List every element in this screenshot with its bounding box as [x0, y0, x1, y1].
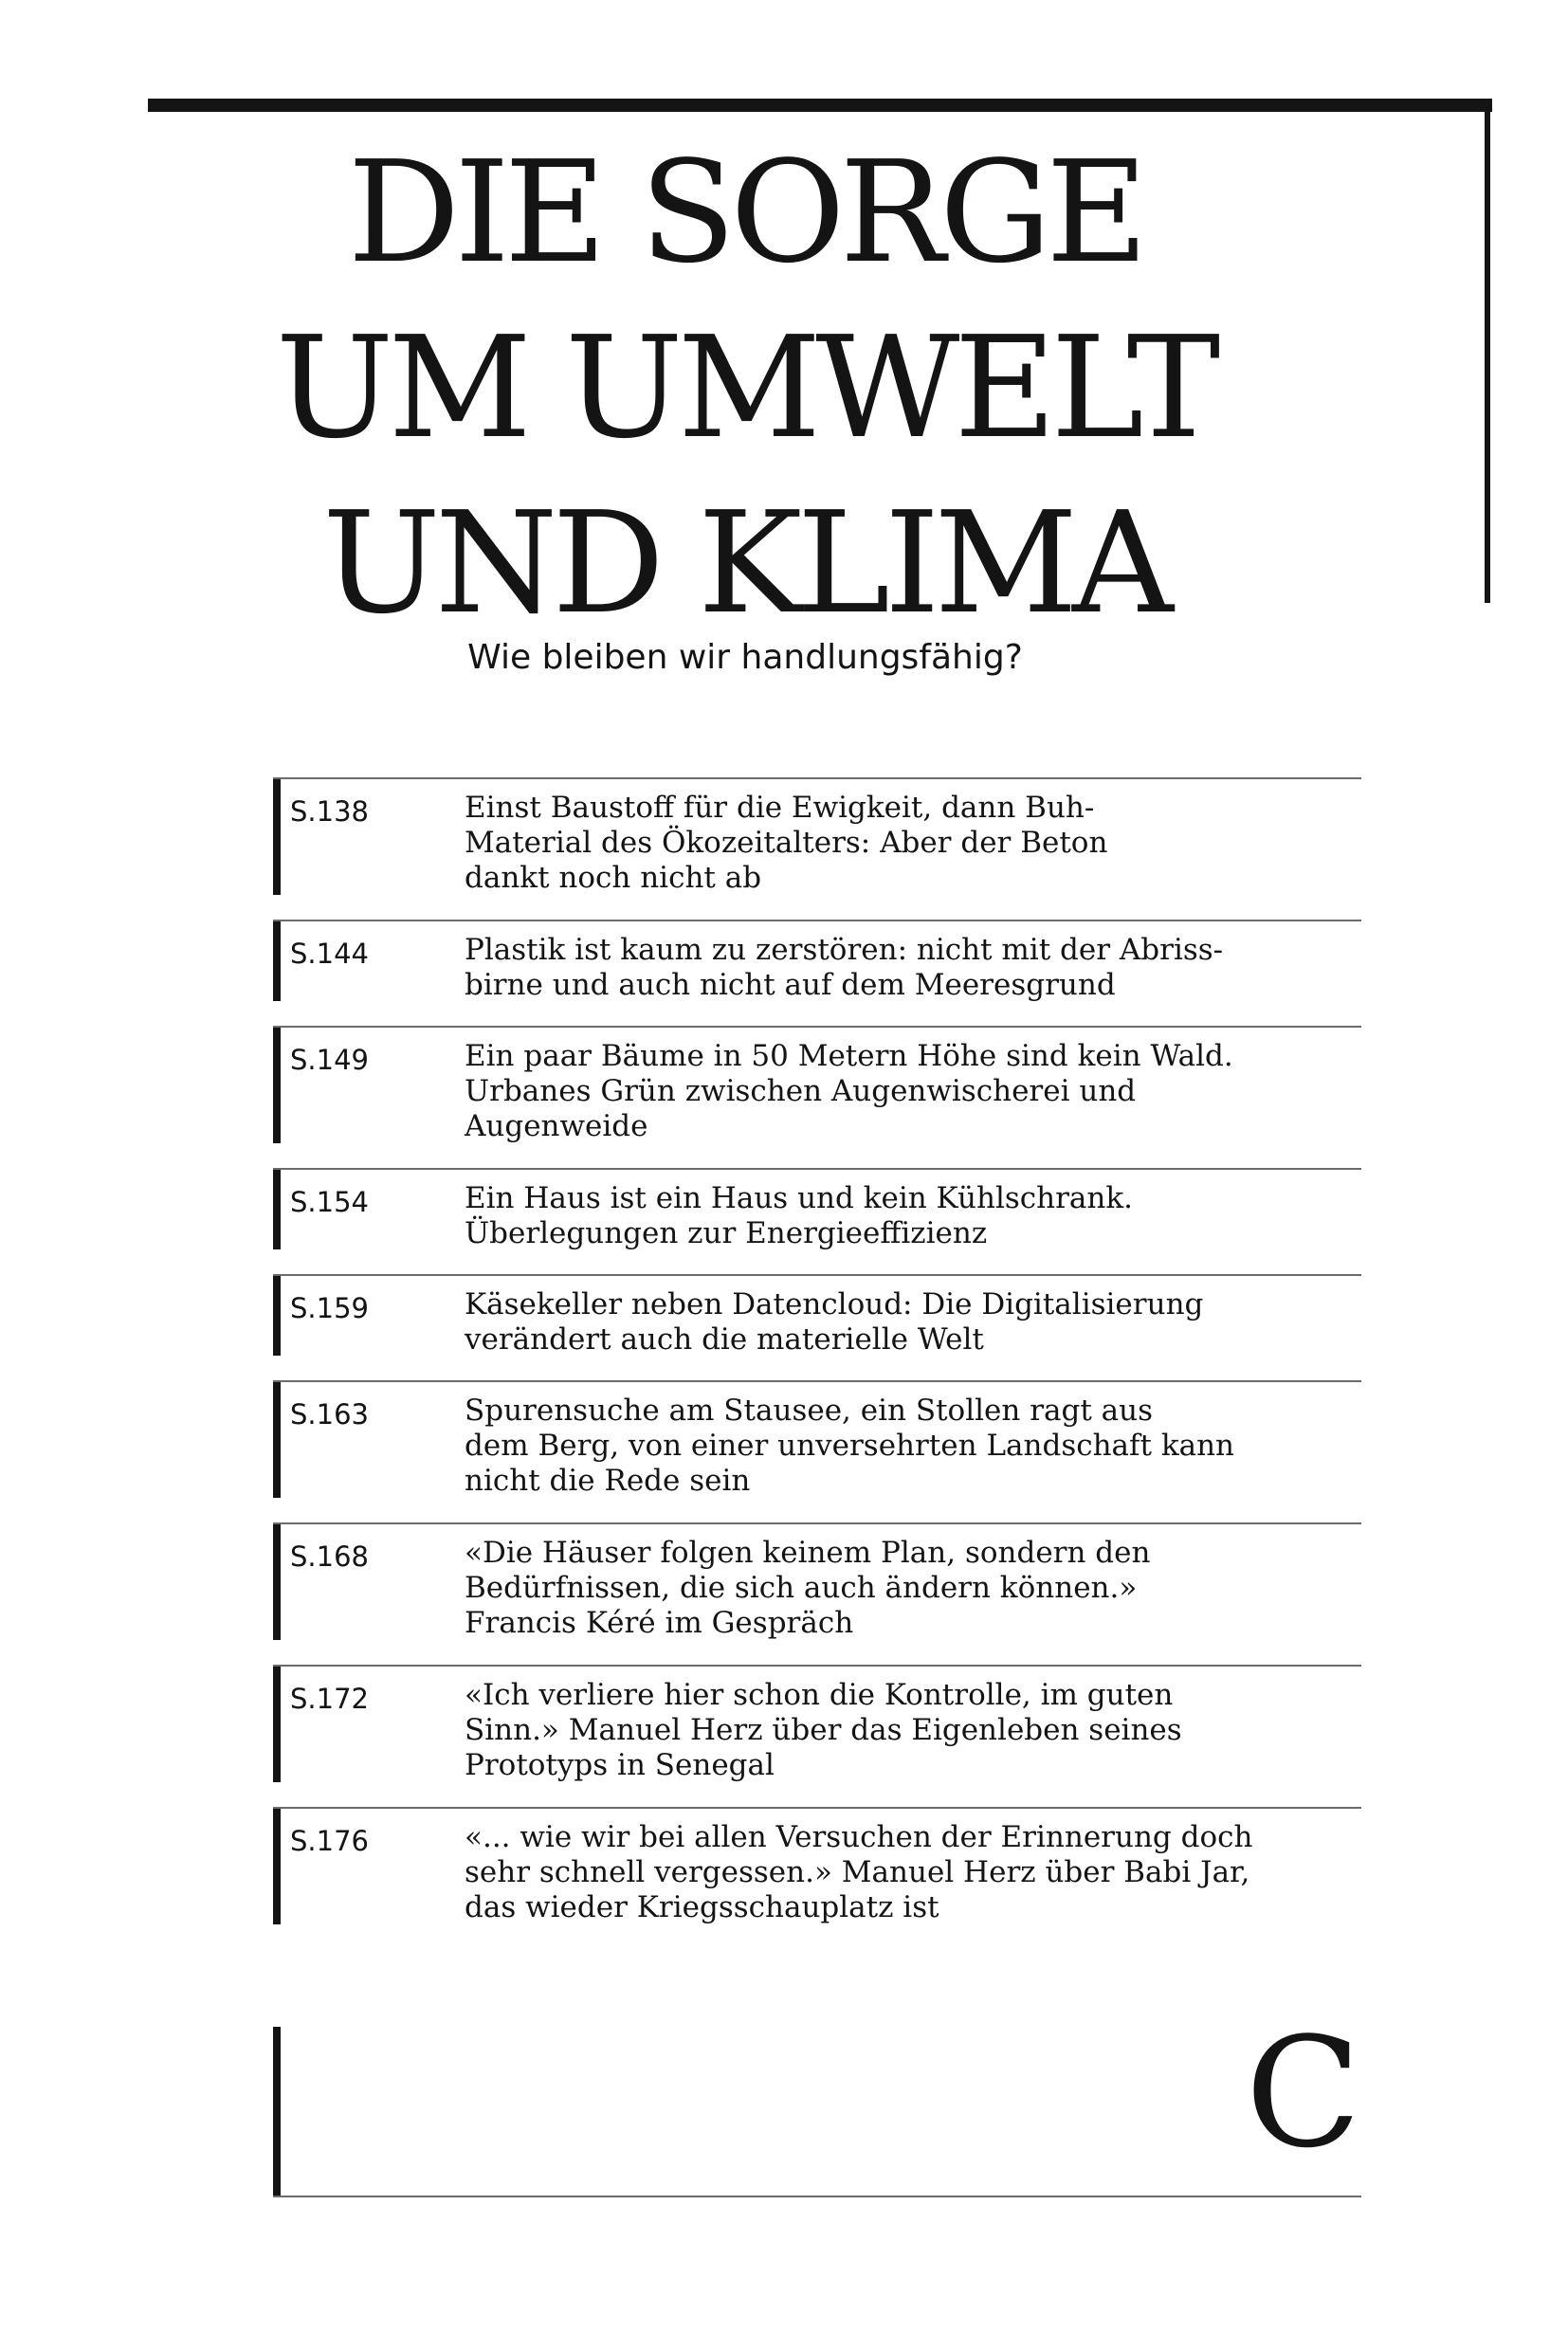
toc-item: [273, 1274, 1361, 1380]
subtitle: Wie bleiben wir handlungsfähig?: [467, 638, 1023, 677]
toc-description: [465, 1678, 1299, 1783]
toc-description-line: Ein paar Bäume in 50 Metern Höhe sind kein Wald.: [465, 1039, 1233, 1073]
toc-item-bar: [273, 1382, 281, 1498]
toc-page-number: S.138: [290, 795, 369, 828]
toc-description-line: Bedürfnissen, die sich auch ändern können.»: [465, 1571, 1138, 1605]
page-title: [0, 125, 1490, 651]
toc-description: [465, 1820, 1299, 1925]
toc-description-line: birne und auch nicht auf dem Meeresgrund: [465, 968, 1116, 1002]
toc-description-line: sehr schnell vergessen.» Manuel Herz über Babi Jar,: [465, 1855, 1250, 1889]
toc-description-line: Francis Kéré im Gespräch: [465, 1606, 854, 1640]
top-rule: [148, 99, 1492, 112]
toc-description: [465, 1039, 1299, 1144]
toc-description-line: Überlegungen zur Energieeffizienz: [465, 1216, 988, 1250]
title-line: DIE SORGE: [347, 131, 1143, 294]
toc-item: [273, 1168, 1361, 1274]
toc-description-line: Augenweide: [465, 1109, 648, 1143]
toc-description-line: das wieder Kriegsschauplatz ist: [465, 1890, 939, 1924]
toc-description-line: dankt noch nicht ab: [465, 861, 762, 895]
toc-description-line: «Die Häuser folgen keinem Plan, sondern den: [465, 1536, 1151, 1570]
toc-description-line: Plastik ist kaum zu zerstören: nicht mit der Abriss-: [465, 933, 1224, 967]
toc-item: [273, 1807, 1361, 1949]
toc-description: [465, 1536, 1299, 1641]
toc-item-bar: [273, 1809, 281, 1924]
toc-item-bar: [273, 1170, 281, 1249]
title-line: UM UMWELT: [275, 306, 1215, 469]
bottom-rule: [273, 2196, 1361, 2197]
toc-item-bar: [273, 1667, 281, 1782]
toc-item: [273, 1665, 1361, 1807]
toc-description-line: Käsekeller neben Datencloud: Die Digitalisierung: [465, 1287, 1204, 1321]
toc-description-line: Sinn.» Manuel Herz über das Eigenleben seines: [465, 1713, 1182, 1747]
toc-description-line: «... wie wir bei allen Versuchen der Erinnerung doch: [465, 1820, 1253, 1854]
toc-description-line: nicht die Rede sein: [465, 1464, 751, 1498]
toc-item: [273, 777, 1361, 920]
toc-description: [465, 933, 1299, 1003]
toc-page-number: S.176: [290, 1825, 369, 1857]
toc-description-line: Ein Haus ist ein Haus und kein Kühlschrank.: [465, 1181, 1134, 1215]
toc-item: [273, 920, 1361, 1026]
toc-description-line: Material des Ökozeitalters: Aber der Beton: [465, 826, 1108, 860]
toc-page-number: S.168: [290, 1540, 369, 1573]
toc-item: [273, 1522, 1361, 1665]
toc-description: [465, 1287, 1299, 1358]
toc-item: [273, 1026, 1361, 1168]
toc-description-line: verändert auch die materielle Welt: [465, 1322, 984, 1357]
toc-item-bar: [273, 921, 281, 1001]
logo-letter: C: [1245, 2004, 1361, 2181]
bottom-bar: [273, 2027, 281, 2196]
toc-page-number: S.144: [290, 938, 369, 970]
toc-page-number: S.172: [290, 1683, 369, 1715]
toc-item-bar: [273, 1276, 281, 1356]
toc-item-bar: [273, 779, 281, 895]
toc-page-number: S.149: [290, 1044, 369, 1076]
toc-page-number: S.154: [290, 1186, 369, 1218]
toc-description: [465, 791, 1299, 896]
toc-item-bar: [273, 1524, 281, 1640]
toc-description-line: Prototyps in Senegal: [465, 1748, 775, 1782]
toc-page-number: S.159: [290, 1292, 369, 1324]
toc-description-line: dem Berg, von einer unversehrten Landschaft kann: [465, 1429, 1235, 1463]
toc-description-line: Spurensuche am Stausee, ein Stollen ragt aus: [465, 1394, 1154, 1428]
toc-description-line: Einst Baustoff für die Ewigkeit, dann Buh-: [465, 791, 1095, 825]
toc-description: [465, 1394, 1299, 1499]
toc-item: [273, 1380, 1361, 1522]
toc-description-line: «Ich verliere hier schon die Kontrolle, im guten: [465, 1678, 1174, 1712]
table-of-contents: [273, 777, 1361, 1949]
toc-description: [465, 1181, 1299, 1251]
toc-description-line: Urbanes Grün zwischen Augenwischerei und: [465, 1074, 1137, 1108]
toc-item-bar: [273, 1028, 281, 1143]
title-line: UND KLIMA: [322, 482, 1168, 645]
toc-page-number: S.163: [290, 1398, 369, 1431]
